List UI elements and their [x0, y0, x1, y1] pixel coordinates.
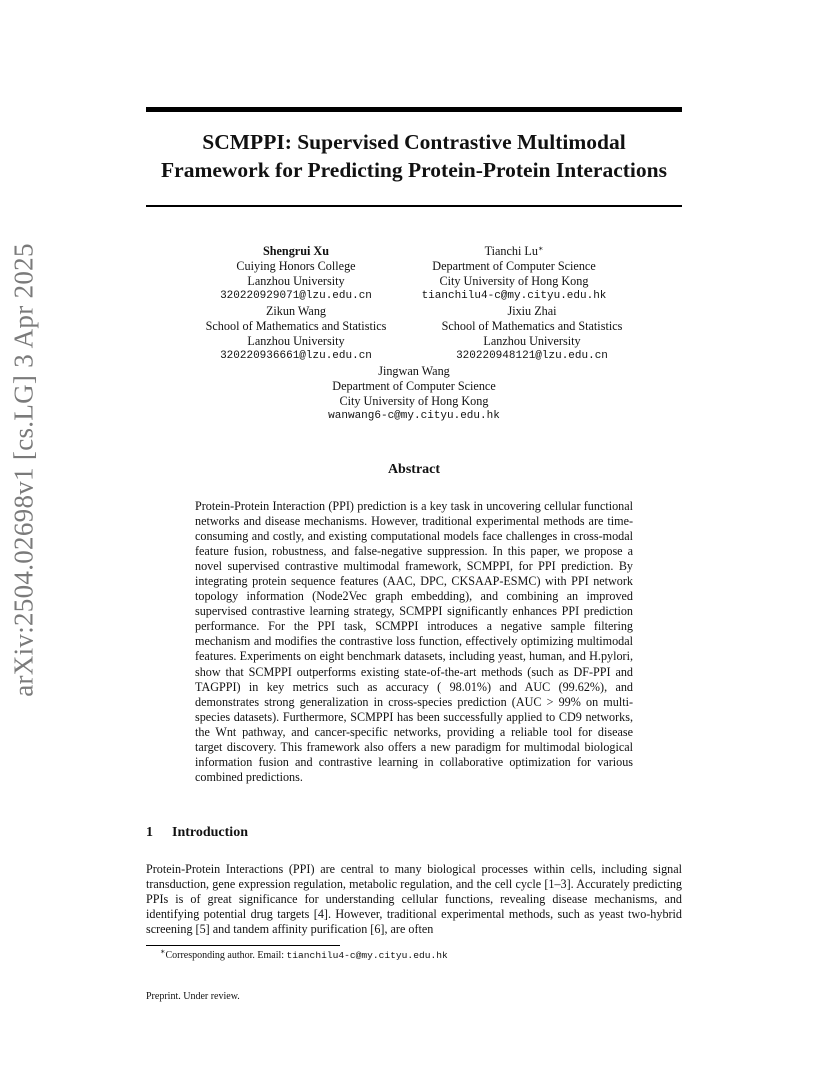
footnote: [160, 947, 448, 961]
author-block: [410, 304, 654, 364]
footnote-email[interactable]: tianchilu4-c@my.cityu.edu.hk: [286, 950, 448, 961]
author-name: Jingwan Wang: [378, 364, 450, 378]
introduction-body: Protein-Protein Interactions (PPI) are central to many biological processes within cells, including signal transduction, gene expression regulation, metabolic regulation, and the cell cycle [1–3]. Accurately predicting PPIs is of great significance for understanding cellular functions, revealing disease mechanisms, and identifying potential drug targets [4]. However, traditional experimental methods, such as yeast two-hybrid screening [5] and tandem affinity purification [6], are often: [146, 862, 682, 936]
author-affiliation: School of Mathematics and Statistics: [441, 319, 623, 333]
title-line-1: SCMPPI: Supervised Contrastive Multimodal: [202, 130, 626, 154]
abstract-heading: Abstract: [387, 462, 441, 477]
author-block: [196, 304, 396, 364]
author-name: Tianchi Lu: [484, 244, 538, 258]
author-institution: Lanzhou University: [247, 274, 345, 288]
author-name: Zikun Wang: [265, 304, 327, 318]
author-block: [296, 364, 532, 424]
section-title: Introduction: [172, 825, 248, 840]
author-block: [410, 244, 618, 304]
author-email[interactable]: wanwang6-c@my.cityu.edu.hk: [328, 410, 500, 422]
author-institution: Lanzhou University: [483, 334, 581, 348]
paper-title: [146, 128, 682, 184]
title-top-rule: [146, 107, 682, 112]
author-name: Jixiu Zhai: [507, 304, 557, 318]
author-email[interactable]: 320220929071@lzu.edu.cn: [220, 290, 372, 302]
preprint-footer: Preprint. Under review.: [146, 991, 240, 1002]
author-name: Shengrui Xu: [262, 244, 330, 258]
abstract-body: Protein-Protein Interaction (PPI) prediction is a key task in uncovering cellular functional networks and disease mechanisms. However, traditional experimental methods are time-consuming and costly, and existing computational models face challenges in cross-modal feature fusion, robustness, and false-negative suppression. In this paper, we propose a novel supervised contrastive multimodal framework, SCMPPI, for PPI prediction. By integrating protein sequence features (AAC, DPC, CKSAAP-ESMC) with PPI network topology information (Node2Vec graph embedding), and combining an improved supervised contrastive learning strategy, SCMPPI significantly enhances PPI prediction performance. For the PPI task, SCMPPI introduces a negative sample filtering mechanism and modifies the contrastive loss function, effectively optimizing multimodal features. Experiments on eight benchmark datasets, including yeast, human, and H.pylori, show that SCMPPI outperforms existing state-of-the-art methods (such as DF-PPI and TAGPPI) in key metrics such as accuracy ( 98.01%) and AUC (99.62%), and demonstrates strong generalization in cross-species prediction (AUC > 99% on multi-species datasets). Furthermore, SCMPPI has been successfully applied to CD9 networks, the Wnt pathway, and cancer-specific networks, providing a reliable tool for disease target discovery. This framework also offers a new paradigm for multimodal biological information fusion and contrastive learning in collaborative optimization for various combined predictions.: [195, 499, 633, 784]
author-affiliation: Department of Computer Science: [432, 259, 596, 273]
section-number: 1: [146, 825, 153, 840]
title-bottom-rule: [146, 205, 682, 207]
author-affiliation: Department of Computer Science: [332, 379, 496, 393]
author-email[interactable]: tianchilu4-c@my.cityu.edu.hk: [421, 290, 607, 302]
author-email[interactable]: 320220948121@lzu.edu.cn: [456, 350, 608, 362]
title-line-2: Framework for Predicting Protein-Protein Interactions: [161, 158, 667, 182]
footnote-rule: [146, 945, 340, 946]
arxiv-identifier-text: arXiv:2504.02698v1 [cs.LG] 3 Apr 2025: [8, 243, 39, 697]
author-name-line: [410, 244, 618, 259]
author-institution: Lanzhou University: [247, 334, 345, 348]
author-institution: City University of Hong Kong: [439, 274, 589, 288]
section-heading-introduction: [146, 825, 248, 841]
author-email[interactable]: 320220936661@lzu.edu.cn: [220, 350, 372, 362]
corresponding-author-mark[interactable]: ∗: [537, 244, 544, 253]
footnote-mark: ∗: [160, 947, 166, 956]
author-affiliation: Cuiying Honors College: [236, 259, 356, 273]
footnote-label: Corresponding author. Email:: [165, 950, 287, 961]
author-institution: City University of Hong Kong: [339, 394, 489, 408]
author-block: [196, 244, 396, 304]
author-affiliation: School of Mathematics and Statistics: [205, 319, 387, 333]
